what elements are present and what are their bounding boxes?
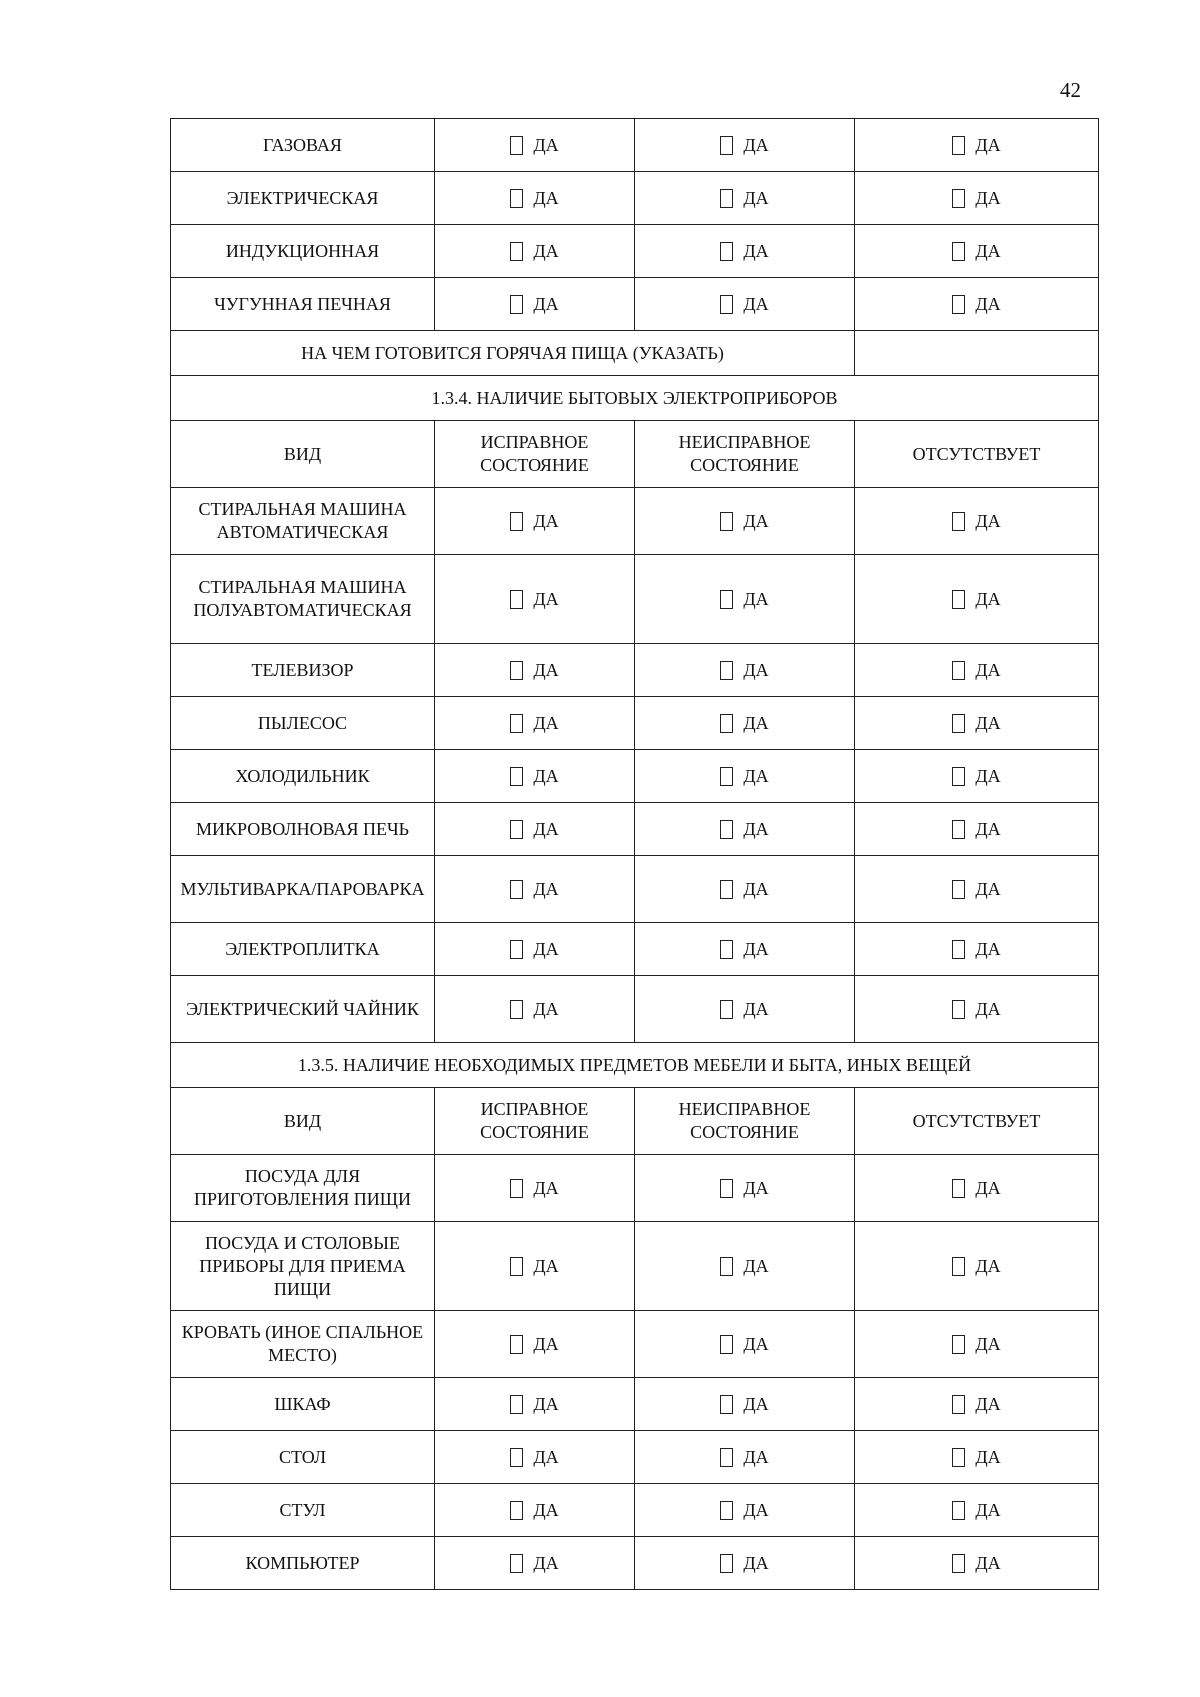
- checkbox-label: ДА: [743, 818, 769, 839]
- checkbox-cell: [855, 225, 1099, 278]
- checkbox-label: ДА: [975, 1499, 1001, 1520]
- row-label: ЧУГУННАЯ ПЕЧНАЯ: [171, 278, 435, 331]
- checkbox[interactable]: [510, 1395, 523, 1414]
- row-label: ТЕЛЕВИЗОР: [171, 644, 435, 697]
- checkbox-cell: [855, 803, 1099, 856]
- checkbox-label: ДА: [533, 712, 559, 733]
- checkbox[interactable]: [510, 880, 523, 899]
- checkbox[interactable]: [952, 136, 965, 155]
- checkbox-cell: [635, 1537, 855, 1590]
- checkbox-label: ДА: [743, 1177, 769, 1198]
- checkbox-cell: [435, 1311, 635, 1378]
- checkbox[interactable]: [510, 295, 523, 314]
- checkbox-cell: [435, 225, 635, 278]
- checkbox-cell: [635, 1431, 855, 1484]
- checkbox[interactable]: [952, 512, 965, 531]
- checkbox[interactable]: [510, 1335, 523, 1354]
- checkbox[interactable]: [720, 1335, 733, 1354]
- table-row: [171, 488, 1099, 555]
- table-row: [171, 119, 1099, 172]
- table-row: [171, 1155, 1099, 1222]
- checkbox[interactable]: [952, 1501, 965, 1520]
- checkbox[interactable]: [510, 1179, 523, 1198]
- checkbox-cell: [635, 856, 855, 923]
- checkbox-cell: [855, 119, 1099, 172]
- table-row: [171, 172, 1099, 225]
- checkbox[interactable]: [952, 820, 965, 839]
- checkbox-cell: [435, 923, 635, 976]
- checkbox-label: ДА: [533, 1393, 559, 1414]
- checkbox[interactable]: [510, 242, 523, 261]
- checkbox[interactable]: [720, 1501, 733, 1520]
- checkbox-label: ДА: [975, 878, 1001, 899]
- checkbox-label: ДА: [975, 1177, 1001, 1198]
- table-row: [171, 278, 1099, 331]
- checkbox-cell: [635, 119, 855, 172]
- checkbox[interactable]: [952, 1000, 965, 1019]
- column-header-absent: ОТСУТСТВУЕТ: [855, 1088, 1099, 1155]
- page-number: 42: [1060, 78, 1081, 102]
- checkbox-label: ДА: [533, 765, 559, 786]
- row-label: СТОЛ: [171, 1431, 435, 1484]
- checkbox-label: ДА: [533, 1255, 559, 1276]
- row-label: ПОСУДА И СТОЛОВЫЕ ПРИБОРЫ ДЛЯ ПРИЕМА ПИЩИ: [171, 1222, 435, 1311]
- checkbox-label: ДА: [975, 938, 1001, 959]
- checkbox[interactable]: [952, 940, 965, 959]
- checkbox-label: ДА: [533, 1333, 559, 1354]
- checkbox-label: ДА: [743, 510, 769, 531]
- checkbox[interactable]: [952, 1448, 965, 1467]
- checkbox[interactable]: [510, 1554, 523, 1573]
- checkbox-label: ДА: [743, 878, 769, 899]
- section-title-appliances: 1.3.4. НАЛИЧИЕ БЫТОВЫХ ЭЛЕКТРОПРИБОРОВ: [171, 376, 1099, 421]
- checkbox[interactable]: [510, 820, 523, 839]
- checkbox-label: ДА: [533, 1499, 559, 1520]
- checkbox[interactable]: [952, 1554, 965, 1573]
- checkbox[interactable]: [510, 661, 523, 680]
- checkbox-cell: [855, 555, 1099, 644]
- checkbox[interactable]: [720, 512, 733, 531]
- checkbox-cell: [635, 750, 855, 803]
- checkbox-cell: [435, 976, 635, 1043]
- column-header-broken: НЕИСПРАВНОЕ СОСТОЯНИЕ: [635, 1088, 855, 1155]
- checkbox-label: ДА: [743, 588, 769, 609]
- checkbox-cell: [435, 750, 635, 803]
- checkbox[interactable]: [720, 714, 733, 733]
- checkbox-cell: [855, 697, 1099, 750]
- checkbox-label: ДА: [975, 240, 1001, 261]
- checkbox-label: ДА: [975, 134, 1001, 155]
- checkbox-label: ДА: [743, 1552, 769, 1573]
- row-label: СТУЛ: [171, 1484, 435, 1537]
- checkbox-cell: [855, 172, 1099, 225]
- table-row: [171, 923, 1099, 976]
- checkbox-cell: [435, 644, 635, 697]
- checkbox[interactable]: [720, 820, 733, 839]
- section-title-row: [171, 1043, 1099, 1088]
- checkbox[interactable]: [720, 661, 733, 680]
- row-label: ЭЛЕКТРИЧЕСКАЯ: [171, 172, 435, 225]
- checkbox-label: ДА: [533, 510, 559, 531]
- checkbox[interactable]: [952, 1335, 965, 1354]
- table-row: [171, 555, 1099, 644]
- checkbox-cell: [435, 856, 635, 923]
- checkbox-label: ДА: [975, 712, 1001, 733]
- checkbox-label: ДА: [743, 1255, 769, 1276]
- checkbox[interactable]: [720, 1448, 733, 1467]
- column-header-working: ИСПРАВНОЕ СОСТОЯНИЕ: [435, 1088, 635, 1155]
- checkbox-label: ДА: [533, 659, 559, 680]
- checkbox-cell: [855, 856, 1099, 923]
- checkbox-label: ДА: [743, 765, 769, 786]
- table-row: [171, 1431, 1099, 1484]
- checkbox[interactable]: [510, 1257, 523, 1276]
- table-row: [171, 1378, 1099, 1431]
- column-header-broken: НЕИСПРАВНОЕ СОСТОЯНИЕ: [635, 421, 855, 488]
- checkbox[interactable]: [952, 590, 965, 609]
- checkbox[interactable]: [510, 590, 523, 609]
- checkbox-label: ДА: [975, 187, 1001, 208]
- checkbox[interactable]: [510, 1000, 523, 1019]
- checkbox-cell: [635, 278, 855, 331]
- row-label: ИНДУКЦИОННАЯ: [171, 225, 435, 278]
- header-row: [171, 1088, 1099, 1155]
- checkbox-cell: [435, 1431, 635, 1484]
- checkbox-cell: [635, 225, 855, 278]
- checkbox[interactable]: [720, 1000, 733, 1019]
- checkbox[interactable]: [720, 940, 733, 959]
- checkbox[interactable]: [510, 1448, 523, 1467]
- checkbox-label: ДА: [975, 588, 1001, 609]
- checkbox-cell: [635, 1311, 855, 1378]
- row-label: ЭЛЕКТРОПЛИТКА: [171, 923, 435, 976]
- checkbox-cell: [435, 1222, 635, 1311]
- row-label: ПЫЛЕСОС: [171, 697, 435, 750]
- checkbox-label: ДА: [743, 134, 769, 155]
- checkbox-cell: [855, 976, 1099, 1043]
- checkbox-cell: [855, 923, 1099, 976]
- column-header-type: ВИД: [171, 1088, 435, 1155]
- checkbox-label: ДА: [975, 998, 1001, 1019]
- checkbox[interactable]: [720, 1179, 733, 1198]
- checkbox-cell: [855, 1378, 1099, 1431]
- table-row: [171, 697, 1099, 750]
- hot-food-answer-field[interactable]: [855, 331, 1099, 376]
- checkbox-cell: [435, 1537, 635, 1590]
- checkbox-cell: [635, 555, 855, 644]
- checkbox-label: ДА: [533, 240, 559, 261]
- hot-food-question: НА ЧЕМ ГОТОВИТСЯ ГОРЯЧАЯ ПИЩА (УКАЗАТЬ): [171, 331, 855, 376]
- checkbox-cell: [855, 488, 1099, 555]
- checkbox[interactable]: [952, 1395, 965, 1414]
- checkbox[interactable]: [510, 940, 523, 959]
- checkbox-label: ДА: [533, 1552, 559, 1573]
- checkbox-label: ДА: [975, 1393, 1001, 1414]
- table-row: [171, 331, 1099, 376]
- survey-table: [170, 118, 1099, 1590]
- row-label: КОМПЬЮТЕР: [171, 1537, 435, 1590]
- column-header-working: ИСПРАВНОЕ СОСТОЯНИЕ: [435, 421, 635, 488]
- checkbox-label: ДА: [743, 938, 769, 959]
- checkbox[interactable]: [720, 1257, 733, 1276]
- checkbox-label: ДА: [533, 1446, 559, 1467]
- checkbox[interactable]: [510, 136, 523, 155]
- checkbox[interactable]: [952, 714, 965, 733]
- checkbox-label: ДА: [743, 1393, 769, 1414]
- checkbox-label: ДА: [743, 240, 769, 261]
- checkbox-cell: [635, 1484, 855, 1537]
- checkbox-label: ДА: [743, 293, 769, 314]
- checkbox-label: ДА: [533, 293, 559, 314]
- checkbox-label: ДА: [975, 765, 1001, 786]
- table-row: [171, 225, 1099, 278]
- checkbox-cell: [435, 488, 635, 555]
- checkbox-cell: [435, 555, 635, 644]
- checkbox-label: ДА: [743, 659, 769, 680]
- checkbox-label: ДА: [533, 1177, 559, 1198]
- checkbox-label: ДА: [975, 659, 1001, 680]
- checkbox[interactable]: [952, 242, 965, 261]
- table-row: [171, 644, 1099, 697]
- checkbox-cell: [855, 1222, 1099, 1311]
- checkbox[interactable]: [510, 767, 523, 786]
- checkbox-cell: [855, 1537, 1099, 1590]
- table-row: [171, 750, 1099, 803]
- checkbox-cell: [855, 278, 1099, 331]
- row-label: СТИРАЛЬНАЯ МАШИНА ПОЛУАВТОМАТИЧЕСКАЯ: [171, 555, 435, 644]
- checkbox-cell: [435, 278, 635, 331]
- row-label: ХОЛОДИЛЬНИК: [171, 750, 435, 803]
- checkbox-label: ДА: [975, 1333, 1001, 1354]
- checkbox-label: ДА: [743, 998, 769, 1019]
- checkbox-label: ДА: [743, 187, 769, 208]
- checkbox-cell: [635, 923, 855, 976]
- checkbox[interactable]: [720, 1554, 733, 1573]
- checkbox-cell: [435, 803, 635, 856]
- checkbox-cell: [855, 750, 1099, 803]
- checkbox[interactable]: [720, 1395, 733, 1414]
- checkbox[interactable]: [952, 1257, 965, 1276]
- checkbox[interactable]: [720, 295, 733, 314]
- checkbox[interactable]: [952, 767, 965, 786]
- table-row: [171, 856, 1099, 923]
- checkbox-label: ДА: [975, 818, 1001, 839]
- checkbox[interactable]: [952, 189, 965, 208]
- checkbox-label: ДА: [743, 1333, 769, 1354]
- checkbox[interactable]: [720, 189, 733, 208]
- table-row: [171, 1484, 1099, 1537]
- checkbox-label: ДА: [533, 818, 559, 839]
- section-title-row: [171, 376, 1099, 421]
- row-label: КРОВАТЬ (ИНОЕ СПАЛЬНОЕ МЕСТО): [171, 1311, 435, 1378]
- checkbox[interactable]: [952, 1179, 965, 1198]
- checkbox-label: ДА: [533, 998, 559, 1019]
- checkbox-cell: [635, 697, 855, 750]
- table-row: [171, 1311, 1099, 1378]
- checkbox[interactable]: [510, 1501, 523, 1520]
- checkbox-label: ДА: [533, 938, 559, 959]
- checkbox-label: ДА: [743, 712, 769, 733]
- checkbox[interactable]: [510, 714, 523, 733]
- row-label: ПОСУДА ДЛЯ ПРИГОТОВЛЕНИЯ ПИЩИ: [171, 1155, 435, 1222]
- checkbox[interactable]: [720, 242, 733, 261]
- checkbox-cell: [855, 1155, 1099, 1222]
- table-row: [171, 803, 1099, 856]
- checkbox-cell: [435, 172, 635, 225]
- checkbox-label: ДА: [975, 1552, 1001, 1573]
- section-title-furniture: 1.3.5. НАЛИЧИЕ НЕОБХОДИМЫХ ПРЕДМЕТОВ МЕБЕЛИ И БЫТА, ИНЫХ ВЕЩЕЙ: [171, 1043, 1099, 1088]
- checkbox-cell: [435, 1484, 635, 1537]
- checkbox[interactable]: [952, 295, 965, 314]
- checkbox-label: ДА: [533, 134, 559, 155]
- checkbox-label: ДА: [975, 510, 1001, 531]
- row-label: ШКАФ: [171, 1378, 435, 1431]
- column-header-absent: ОТСУТСТВУЕТ: [855, 421, 1099, 488]
- table-row: [171, 1222, 1099, 1311]
- checkbox[interactable]: [720, 136, 733, 155]
- row-label: СТИРАЛЬНАЯ МАШИНА АВТОМАТИЧЕСКАЯ: [171, 488, 435, 555]
- checkbox-cell: [855, 644, 1099, 697]
- checkbox-label: ДА: [533, 878, 559, 899]
- table-row: [171, 976, 1099, 1043]
- checkbox-cell: [635, 976, 855, 1043]
- row-label: МИКРОВОЛНОВАЯ ПЕЧЬ: [171, 803, 435, 856]
- checkbox-label: ДА: [975, 1446, 1001, 1467]
- row-label: ГАЗОВАЯ: [171, 119, 435, 172]
- checkbox-cell: [635, 1222, 855, 1311]
- table-row: [171, 1537, 1099, 1590]
- checkbox-cell: [435, 1155, 635, 1222]
- checkbox-cell: [435, 697, 635, 750]
- checkbox-label: ДА: [743, 1446, 769, 1467]
- checkbox-cell: [635, 644, 855, 697]
- checkbox[interactable]: [510, 189, 523, 208]
- checkbox-cell: [635, 488, 855, 555]
- checkbox-cell: [435, 1378, 635, 1431]
- checkbox-cell: [855, 1431, 1099, 1484]
- checkbox-label: ДА: [743, 1499, 769, 1520]
- checkbox-cell: [635, 172, 855, 225]
- checkbox-label: ДА: [533, 187, 559, 208]
- checkbox-cell: [435, 119, 635, 172]
- checkbox-cell: [855, 1484, 1099, 1537]
- column-header-type: ВИД: [171, 421, 435, 488]
- checkbox[interactable]: [720, 767, 733, 786]
- checkbox-label: ДА: [975, 293, 1001, 314]
- checkbox[interactable]: [720, 590, 733, 609]
- checkbox-label: ДА: [533, 588, 559, 609]
- checkbox-cell: [635, 1378, 855, 1431]
- checkbox[interactable]: [720, 880, 733, 899]
- checkbox-cell: [855, 1311, 1099, 1378]
- checkbox[interactable]: [952, 880, 965, 899]
- checkbox[interactable]: [952, 661, 965, 680]
- checkbox-label: ДА: [975, 1255, 1001, 1276]
- row-label: ЭЛЕКТРИЧЕСКИЙ ЧАЙНИК: [171, 976, 435, 1043]
- checkbox-cell: [635, 803, 855, 856]
- checkbox-cell: [635, 1155, 855, 1222]
- checkbox[interactable]: [510, 512, 523, 531]
- row-label: МУЛЬТИВАРКА/ПАРОВАРКА: [171, 856, 435, 923]
- header-row: [171, 421, 1099, 488]
